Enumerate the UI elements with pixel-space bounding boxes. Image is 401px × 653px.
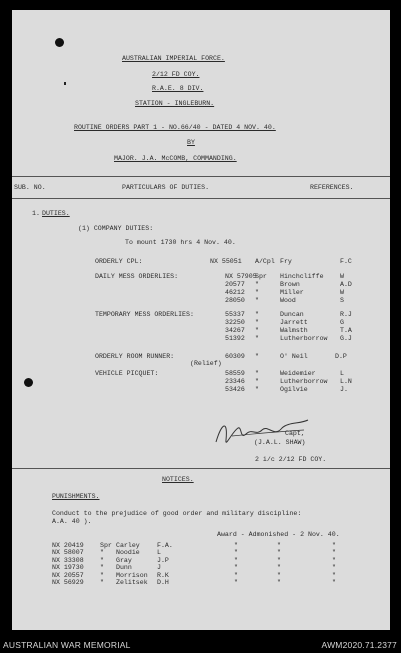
rank: " bbox=[255, 281, 259, 288]
service-number: 51392 bbox=[225, 335, 245, 342]
surname: Lutherborrow bbox=[280, 335, 328, 342]
surname: Weidemier bbox=[280, 370, 316, 377]
duties-title: DUTIES. bbox=[42, 210, 70, 217]
rule-top bbox=[12, 176, 390, 177]
ink-mark bbox=[64, 82, 66, 85]
service-number: NX 58007 bbox=[52, 549, 84, 557]
col-sub-no: SUB. NO. bbox=[14, 184, 46, 191]
initials: J.P bbox=[157, 556, 169, 564]
initials: S bbox=[340, 297, 344, 304]
ditto-mark: " bbox=[332, 564, 336, 572]
initials: R.K bbox=[157, 571, 169, 579]
service-number: 46212 bbox=[225, 289, 245, 296]
ditto-mark: " bbox=[234, 564, 238, 572]
ditto-mark: " bbox=[332, 571, 336, 579]
header-division: R.A.E. 8 DIV. bbox=[152, 85, 204, 92]
surname: Zelitsek bbox=[116, 579, 148, 586]
initials: R.J bbox=[340, 311, 352, 318]
surname: Wood bbox=[280, 297, 296, 304]
signature-rank: Capt, bbox=[285, 430, 305, 437]
col-particulars: PARTICULARS OF DUTIES. bbox=[122, 184, 210, 191]
surname: Walmsth bbox=[280, 327, 308, 334]
rule-columns bbox=[12, 198, 390, 199]
rank: " bbox=[255, 297, 259, 304]
ditto-mark: " bbox=[332, 579, 336, 586]
orderly-room-label: ORDERLY ROOM RUNNER: bbox=[95, 353, 175, 360]
ditto-mark: " bbox=[277, 542, 281, 549]
charge-line-2: A.A. 40 ). bbox=[52, 518, 92, 525]
rank: " bbox=[100, 556, 104, 564]
rule-notices bbox=[12, 468, 390, 469]
duties-number: 1. bbox=[32, 210, 40, 217]
vehicle-picquet-label: VEHICLE PICQUET: bbox=[95, 370, 159, 377]
temporary-mess-label: TEMPORARY MESS ORDERLIES: bbox=[95, 311, 194, 318]
surname: Lutherborrow bbox=[280, 378, 328, 385]
orderly-room-relief: (Relief) bbox=[190, 360, 222, 367]
ditto-mark: " bbox=[234, 571, 238, 579]
service-number: NX 19730 bbox=[52, 564, 84, 572]
rank: Spr bbox=[100, 542, 112, 549]
initials: L bbox=[340, 370, 344, 377]
initials: A.D bbox=[340, 281, 352, 288]
surname: Jarrett bbox=[280, 319, 308, 326]
rank: " bbox=[255, 386, 259, 393]
surname: Miller bbox=[280, 289, 304, 296]
award-text: Award - Admonished - 2 Nov. 40. bbox=[217, 531, 340, 538]
surname: Ogilvie bbox=[280, 386, 308, 393]
service-number: 34267 bbox=[225, 327, 245, 334]
initials: G.J bbox=[340, 335, 352, 342]
rank: " bbox=[255, 289, 259, 296]
service-number: 53426 bbox=[225, 386, 245, 393]
surname: Duncan bbox=[280, 311, 304, 318]
initials: L bbox=[157, 549, 161, 557]
signature-mark bbox=[212, 414, 322, 454]
ditto-mark: " bbox=[234, 542, 238, 549]
ditto-mark: " bbox=[234, 556, 238, 564]
service-number: 20577 bbox=[225, 281, 245, 288]
initials: D.P bbox=[335, 353, 347, 360]
surname: Morrison bbox=[116, 571, 148, 579]
ditto-mark: " bbox=[277, 579, 281, 586]
ditto-mark: " bbox=[332, 549, 336, 557]
service-number: NX 20557 bbox=[52, 571, 84, 579]
signature-name: (J.A.L. SHAW) bbox=[254, 439, 306, 446]
ditto-mark: " bbox=[277, 571, 281, 579]
initials: F.C bbox=[340, 258, 352, 265]
daily-mess-label: DAILY MESS ORDERLIES: bbox=[95, 273, 179, 280]
ditto-mark: " bbox=[277, 564, 281, 572]
punishments-title: PUNISHMENTS. bbox=[52, 493, 100, 500]
ditto-mark: " bbox=[277, 556, 281, 564]
rank: " bbox=[255, 370, 259, 377]
rank: " bbox=[255, 335, 259, 342]
ditto-mark: " bbox=[332, 556, 336, 564]
initials: W bbox=[340, 273, 344, 280]
rank: " bbox=[100, 549, 104, 557]
punch-hole bbox=[55, 38, 64, 47]
ditto-mark: " bbox=[332, 542, 336, 549]
surname: Brown bbox=[280, 281, 300, 288]
initials: J. bbox=[340, 386, 348, 393]
rank: A/Cpl bbox=[255, 258, 275, 265]
rank: " bbox=[100, 579, 104, 586]
header-orders: ROUTINE ORDERS PART 1 - NO.66/40 - DATED 4 NOV. 40. bbox=[74, 124, 276, 131]
service-number: 58559 bbox=[225, 370, 245, 377]
surname: Hinchcliffe bbox=[280, 273, 324, 280]
rank: " bbox=[255, 327, 259, 334]
header-by: BY bbox=[187, 139, 195, 146]
ditto-mark: " bbox=[277, 549, 281, 557]
signature-appointment: 2 i/c 2/12 FD COY. bbox=[255, 456, 327, 463]
service-number: NX 20419 bbox=[52, 542, 84, 549]
service-number: 32250 bbox=[225, 319, 245, 326]
service-number: 28050 bbox=[225, 297, 245, 304]
notices-title: NOTICES. bbox=[162, 476, 194, 483]
service-number: NX 33308 bbox=[52, 556, 84, 564]
ditto-mark: " bbox=[234, 579, 238, 586]
initials: W bbox=[340, 289, 344, 296]
caption-source: AUSTRALIAN WAR MEMORIAL bbox=[3, 640, 131, 650]
header-station: STATION - INGLEBURN. bbox=[135, 100, 215, 107]
mount-time: To mount 1730 hrs 4 Nov. 40. bbox=[125, 239, 236, 246]
document-page bbox=[12, 10, 390, 630]
service-number: NX 57905 bbox=[225, 273, 257, 280]
service-number: NX 56929 bbox=[52, 579, 84, 586]
initials: F.A. bbox=[157, 542, 173, 549]
col-references: REFERENCES. bbox=[310, 184, 354, 191]
caption-accession: AWM2020.71.2377 bbox=[321, 640, 397, 650]
service-number: 23346 bbox=[225, 378, 245, 385]
rank: " bbox=[100, 571, 104, 579]
ditto-mark: " bbox=[234, 549, 238, 557]
rank: " bbox=[100, 564, 104, 572]
rank: " bbox=[255, 353, 259, 360]
header-unit: 2/12 FD COY. bbox=[152, 71, 200, 78]
orderly-cpl-label: ORDERLY CPL: bbox=[95, 258, 143, 265]
initials: D.H bbox=[157, 579, 169, 586]
surname: Fry bbox=[280, 258, 292, 265]
punch-hole bbox=[24, 378, 33, 387]
header-commander: MAJOR. J.A. McCOMB, COMMANDING. bbox=[114, 155, 237, 162]
surname: Gray bbox=[116, 556, 132, 564]
service-number: 60309 bbox=[225, 353, 245, 360]
initials: G bbox=[340, 319, 344, 326]
rank: " bbox=[255, 311, 259, 318]
surname: Dunn bbox=[116, 564, 132, 572]
surname: Noodie bbox=[116, 549, 140, 557]
charge-line-1: Conduct to the prejudice of good order and military discipline: bbox=[52, 510, 302, 517]
surname: Carley bbox=[116, 542, 140, 549]
header-force: AUSTRALIAN IMPERIAL FORCE. bbox=[122, 55, 225, 62]
initials: T.A bbox=[340, 327, 352, 334]
surname: O' Neil bbox=[280, 353, 308, 360]
rank: Spr bbox=[255, 273, 267, 280]
service-number: 55337 bbox=[225, 311, 245, 318]
rank: " bbox=[255, 319, 259, 326]
initials: L.N bbox=[340, 378, 352, 385]
service-number: NX 55051 bbox=[210, 258, 242, 265]
rank: " bbox=[255, 378, 259, 385]
initials: J bbox=[157, 564, 161, 572]
company-duties: (1) COMPANY DUTIES: bbox=[78, 225, 154, 232]
